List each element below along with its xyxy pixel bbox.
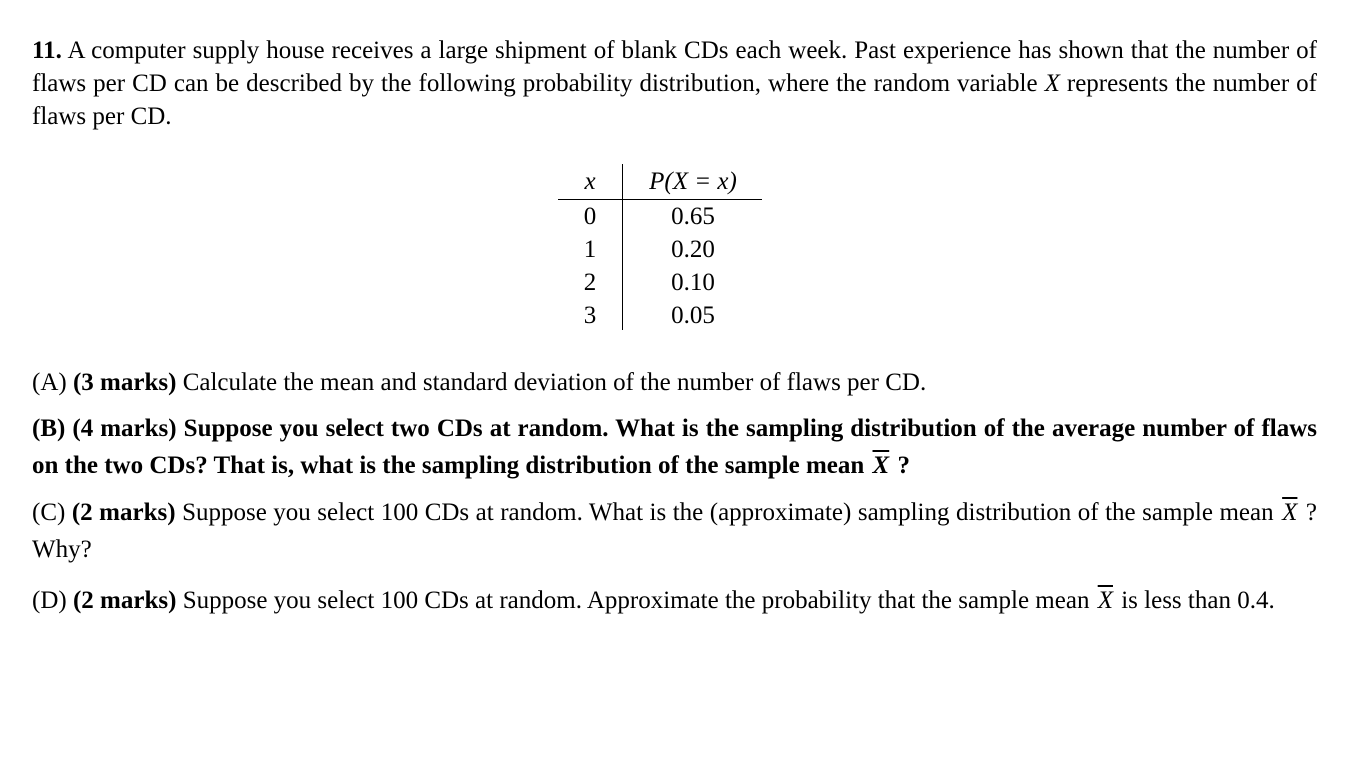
part-b (32, 410, 1317, 484)
x-value: 1 (583, 236, 597, 263)
sample-mean-symbol: $\overline{X}$ (1282, 499, 1298, 526)
part-d (32, 584, 1317, 617)
part-b-marks: (4 marks) (72, 415, 177, 442)
part-b-label: (B) (32, 415, 66, 442)
part-a-marks: (3 marks) (72, 369, 177, 396)
part-d-marks: (2 marks) (72, 587, 177, 614)
question-intro (32, 34, 1317, 133)
intro-text-1: A computer supply house receives a large shipment of blank CDs each week. Past experience has shown that the number of flaws per CD can be described by the following probability distribution, where the random variable (32, 37, 1317, 97)
part-c-text-end: ? Why? (32, 499, 1318, 563)
x-value: 0 (583, 203, 597, 230)
part-c-marks: (2 marks) (71, 499, 176, 526)
sample-mean-symbol: $\overline{X}$ (872, 452, 890, 479)
part-b-text-end: ? (891, 452, 910, 479)
p-column (624, 164, 762, 332)
part-a-text: Calculate the mean and standard deviation of the number of flaws per CD. (176, 369, 927, 396)
part-d-text: Suppose you select 100 CDs at random. Approximate the probability that the sample mean (176, 587, 1096, 614)
part-c-label: (C) (32, 499, 66, 526)
p-value: 0.20 (671, 236, 715, 263)
sample-mean-symbol: $\overline{X}$ (1097, 587, 1113, 614)
p-value: 0.05 (671, 302, 715, 329)
question-block (32, 34, 1317, 133)
part-a (32, 364, 1317, 401)
x-value: 2 (583, 269, 597, 296)
p-header: P(X = x) (649, 168, 737, 195)
part-d-text-end: is less than 0.4. (1114, 587, 1275, 614)
part-c-text: Suppose you select 100 CDs at random. What is the (approximate) sampling distribution of the sample mean (175, 499, 1281, 526)
x-value: 3 (583, 302, 597, 329)
intro-text-2: represents the number of flaws per CD. (32, 70, 1317, 130)
x-column (558, 164, 622, 332)
p-value: 0.65 (671, 203, 715, 230)
part-c (32, 494, 1317, 568)
part-b-text: Suppose you select two CDs at random. What is the sampling distribution of the average number of flaws on the two CDs? That is, what is the sampling distribution of the sample mean (32, 415, 1317, 479)
part-a-label: (A) (32, 369, 67, 396)
p-value: 0.10 (671, 269, 715, 296)
x-header: x (584, 168, 596, 195)
random-variable-x: X (1044, 70, 1060, 97)
probability-table (558, 164, 762, 330)
part-d-label: (D) (32, 587, 67, 614)
question-number: 11. (32, 37, 62, 64)
table-vertical-rule (622, 164, 623, 330)
